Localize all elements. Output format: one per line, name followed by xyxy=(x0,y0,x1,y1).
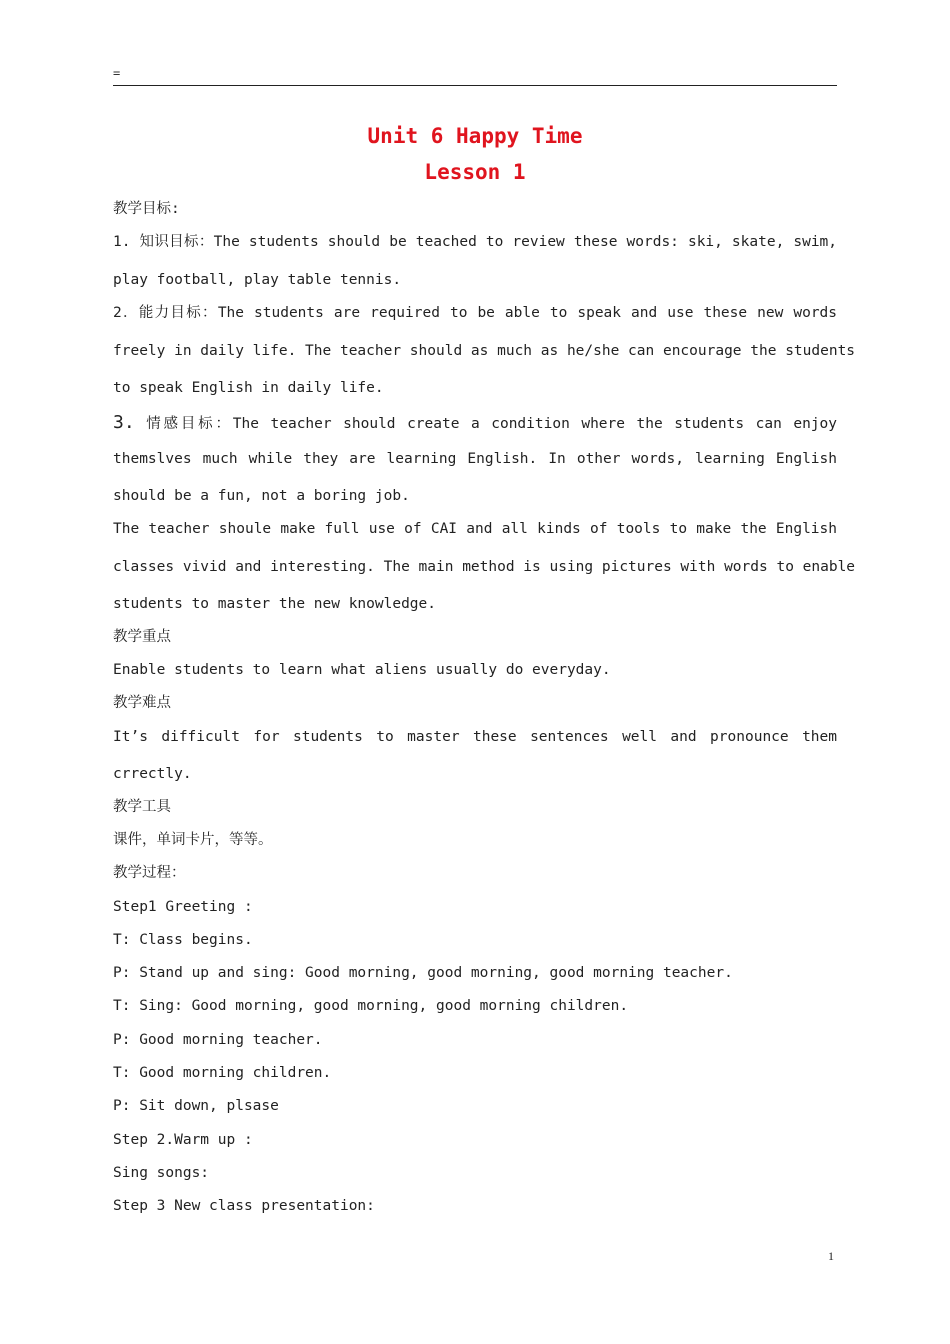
key-points-heading: 教学重点 xyxy=(113,629,171,645)
process-line: Step 3 New class presentation: xyxy=(113,1198,375,1214)
page-number: 1 xyxy=(828,1249,834,1263)
objective-1-line-1 xyxy=(113,232,837,252)
objective-3-line-3: should be a fun, not a boring job. xyxy=(113,488,410,504)
process-line: Step1 Greeting : xyxy=(113,899,253,915)
difficulties-line-2: crrectly. xyxy=(113,766,192,782)
objective-2-line-1 xyxy=(113,303,837,323)
tools-text: 课件，单词卡片，等等。 xyxy=(113,832,273,848)
objective-1-number: 1. xyxy=(113,234,131,250)
objective-1-label: 知识目标： xyxy=(139,234,214,250)
difficulties-heading: 教学难点 xyxy=(113,695,171,711)
difficulties-line-1: It’s difficult for students to master these sentences well and pronounce them xyxy=(113,729,837,745)
objective-3-line-1 xyxy=(113,413,837,434)
objective-2-number: 2． xyxy=(113,305,139,321)
lesson-title: Lesson 1 xyxy=(424,160,526,184)
process-line: Step 2.Warm up : xyxy=(113,1132,253,1148)
objective-3-label: 情感目标： xyxy=(146,416,233,432)
objective-2-line-2: freely in daily life. The teacher should as much as he/she can encourage the students xyxy=(113,343,856,359)
process-heading: 教学过程： xyxy=(113,865,186,881)
header-rule xyxy=(113,85,837,86)
process-line: T: Class begins. xyxy=(113,932,253,948)
process-line: P: Stand up and sing: Good morning, good morning, good morning teacher. xyxy=(113,965,733,981)
objective-1-text: The students should be teached to review these words: ski, skate, swim, xyxy=(213,234,838,250)
objective-2-label: 能力目标： xyxy=(138,305,218,321)
process-line: T: Good morning children. xyxy=(113,1065,332,1081)
key-points-text: Enable students to learn what aliens usually do everyday. xyxy=(113,662,611,678)
method-line-3: students to master the new knowledge. xyxy=(113,596,437,612)
objective-3-text: The teacher should create a condition where the students can enjoy xyxy=(232,416,838,432)
process-line: Sing songs: xyxy=(113,1165,210,1181)
objective-2-text: The students are required to be able to speak and use these new words xyxy=(217,305,838,321)
method-line-1: The teacher shoule make full use of CAI and all kinds of tools to make the English xyxy=(113,521,837,537)
unit-title: Unit 6 Happy Time xyxy=(367,124,583,148)
method-line-2: classes vivid and interesting. The main method is using pictures with words to enable xyxy=(113,559,856,575)
objective-2-line-3: to speak English in daily life. xyxy=(113,380,384,396)
process-line: T: Sing: Good morning, good morning, good morning children. xyxy=(113,998,629,1014)
header-mark: = xyxy=(113,66,121,80)
process-line: P: Good morning teacher. xyxy=(113,1032,323,1048)
objectives-heading: 教学目标: xyxy=(113,201,180,217)
objective-3-line-2: themslves much while they are learning English. In other words, learning English xyxy=(113,451,837,467)
tools-heading: 教学工具 xyxy=(113,799,171,815)
objective-3-number: 3. xyxy=(113,412,135,433)
process-line: P: Sit down, plsase xyxy=(113,1098,279,1114)
objective-1-line-2: play football, play table tennis. xyxy=(113,272,402,288)
